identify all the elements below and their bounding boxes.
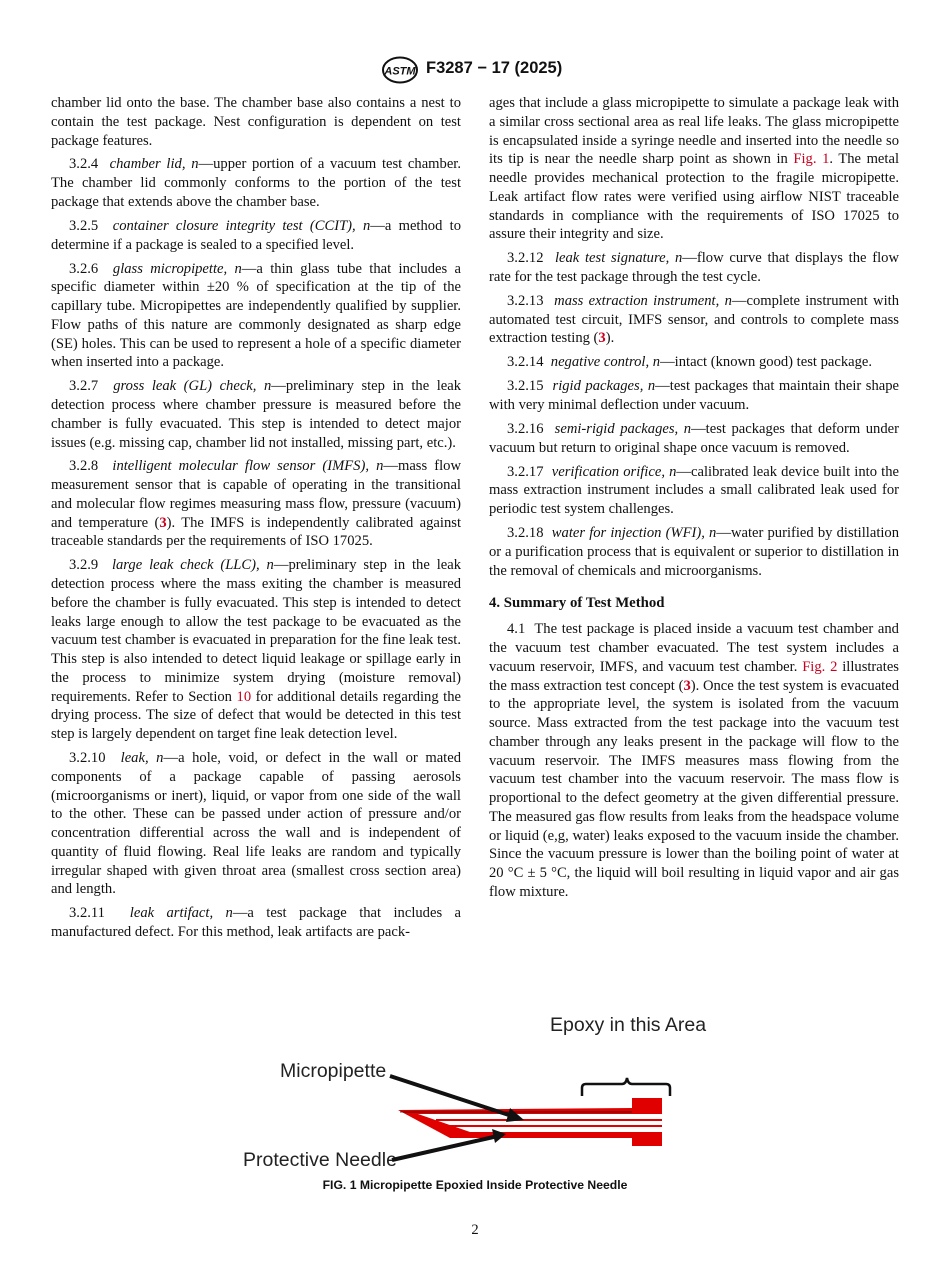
figure-1 [240,1012,710,1172]
definition-3-2-6: 3.2.6 glass micropipette, n—a thin glass tube that includes a specific diameter within ±20 % of specification at the tip of the capillary tube. Micropipettes are independently qualified by supplier. Flow paths of this nature are commonly designated as sharp edge (SE) holes. This can be used to represent a hole of a specific diameter when inserted into a package. [51,260,462,371]
definition-3-2-5: 3.2.5 container closure integrity test (CCIT), n—a method to determine if a package is sealed to a specified level. [51,217,462,253]
needle-diagram [240,1012,710,1172]
needle-body [398,1098,662,1146]
reference-link[interactable]: 3 [683,677,691,694]
paragraph-4-1: 4.1 The test package is placed inside a vacuum test chamber and the vacuum test chamber evacuated. The test system includes a vacuum reservoir, IMFS, and vacuum test chamber. Fig. 2 illustrates the mass extraction test concept (3). Once the test system is evacuated to the appropriate level, the system is isolated from the vacuum source. Mass extracted from the test package into the vacuum test chamber through any leaks present in the package will flow to the vacuum reservoir. The IMFS measures mass flowing from the vacuum test chamber into the vacuum reservoir. The mass flow is proportional to the defect geometry at the given differential pressure. The measured gas flow results from leaks from the headspace volume or liquid (e,g, water) leaks exposed to the vacuum inside the chamber. Since the vacuum pressure is lower than the boiling point of water at 20 °C ± 5 °C, the liquid will boil resulting in liquid vapor and air gas flow mixture. [489,621,900,900]
paragraph-continuation: chamber lid onto the base. The chamber base also contains a nest to contain the test package. Nest configuration is dependent on test package features. [51,95,461,149]
definition-3-2-11: 3.2.11 leak artifact, n—a test package that includes a manufactured defect. For this method, leak artifacts are pack- [51,905,462,940]
definition-3-2-8: 3.2.8 intelligent molecular flow sensor (IMFS), n—mass flow measurement sensor that is capable of operating in the transitional and molecular flow regimes measuring mass flow, pressure (vacuum) and temperature (3). The IMFS is independently calibrated against traceable standards per the requirements of ISO 17025. [51,458,462,550]
definition-3-2-12: 3.2.12 leak test signature, n—flow curve that displays the flow rate for the test package through the test cycle. [489,250,899,285]
document-id: F3287 − 17 (2025) [426,59,563,77]
definition-3-2-18: 3.2.18 water for injection (WFI), n—water purified by distillation or a purification process that is equivalent or superior to distillation in the removal of chemicals and microorganisms. [489,525,900,579]
definition-3-2-10: 3.2.10 leak, n—a hole, void, or defect in the wall or mated components of a package capable of passing aerosols (microorganisms or inert), liquid, or vapor from one side of the wall to the other. These can be passed under action of pressure and/or concentration differential across the wall and is independent of quantity of fluid flowing. Real life leaks are random and typically irregular shaped with given throat area (smallest cross section area) and length. [51,750,461,898]
page-number: 2 [471,1222,479,1238]
reference-link[interactable]: 3 [159,514,167,531]
figure-link[interactable]: Fig. 2 [802,658,838,675]
needle-arrow [392,1136,498,1160]
micropipette-label: Micropipette [280,1060,387,1082]
astm-logo-icon [380,56,420,84]
definition-3-2-16: 3.2.16 semi-rigid packages, n—test packages that deform under vacuum but return to original shape once vacuum is removed. [489,420,899,456]
svg-text:ASTM: ASTM [384,65,416,78]
paragraph-continuation: ages that include a glass micropipette to simulate a package leak with a similar cross sectional area as real life leaks. The glass micropipette is encapsulated inside a syringe needle and inserted into the needle so its tip is near the needle sharp point as shown in Fig. 1. The metal needle provides mechanical protection to the fragile micropipette. Leak artifact flow rates were verified using airflow NIST traceable standards in compliance with the requirements of ISO 17025 to assure their integrity and size. [489,95,899,243]
definition-3-2-14: 3.2.14 negative control, n—intact (known good) test package. [507,354,873,371]
definition-3-2-17: 3.2.17 verification orifice, n—calibrated leak device built into the mass extraction instrument includes a small calibrated leak used for periodic test system challenges. [489,463,899,518]
figure-caption: FIG. 1 Micropipette Epoxied Inside Protective Needle [322,1178,628,1192]
figure-link[interactable]: Fig. 1 [793,151,830,168]
definition-3-2-15: 3.2.15 rigid packages, n—test packages that maintain their shape with very minimal deflection under vacuum. [489,378,899,413]
reference-link[interactable]: 3 [598,330,606,347]
definition-3-2-9: 3.2.9 large leak check (LLC), n—preliminary step in the leak detection process where the mass exiting the chamber is measured before the chamber is fully evacuated. This step is intended to detect leaks large enough to allow the test package to be evacuated as the vacuum test chamber is evacuated in preparation for the fine leak test. This step is also intended to detect liquid leakage or spillage early in the process to minimize system drying (moisture removal) requirements. Refer to Section 10 for additional details regarding the drying process. The size of defect that would be detected in this test step is largely dependent on target fine leak detection level. [51,557,462,743]
epoxy-label: Epoxy in this Area [550,1014,707,1036]
page-header [0,56,950,88]
protective-needle-label: Protective Needle [243,1149,397,1171]
section-heading: 4. Summary of Test Method [489,595,665,612]
definition-3-2-13: 3.2.13 mass extraction instrument, n—complete instrument with automated test circuit, IMFS sensor, and controls to complete mass extraction testing (3). [489,292,900,347]
definition-3-2-4: 3.2.4 chamber lid, n—upper portion of a vacuum test chamber. The chamber lid commonly conforms to the portion of the test package that extends above the chamber base. [51,156,462,210]
left-column [51,94,461,942]
epoxy-brace [582,1078,670,1096]
definition-3-2-7: 3.2.7 gross leak (GL) check, n—preliminary step in the leak detection process where chamber pressure is measured before the chamber is fully evacuated. This step is intended to detect major issues (e.g. missing cap, chamber lid not installed, missing part, etc.). [51,378,462,451]
section-link[interactable]: 10 [236,688,252,705]
right-column [489,94,899,902]
